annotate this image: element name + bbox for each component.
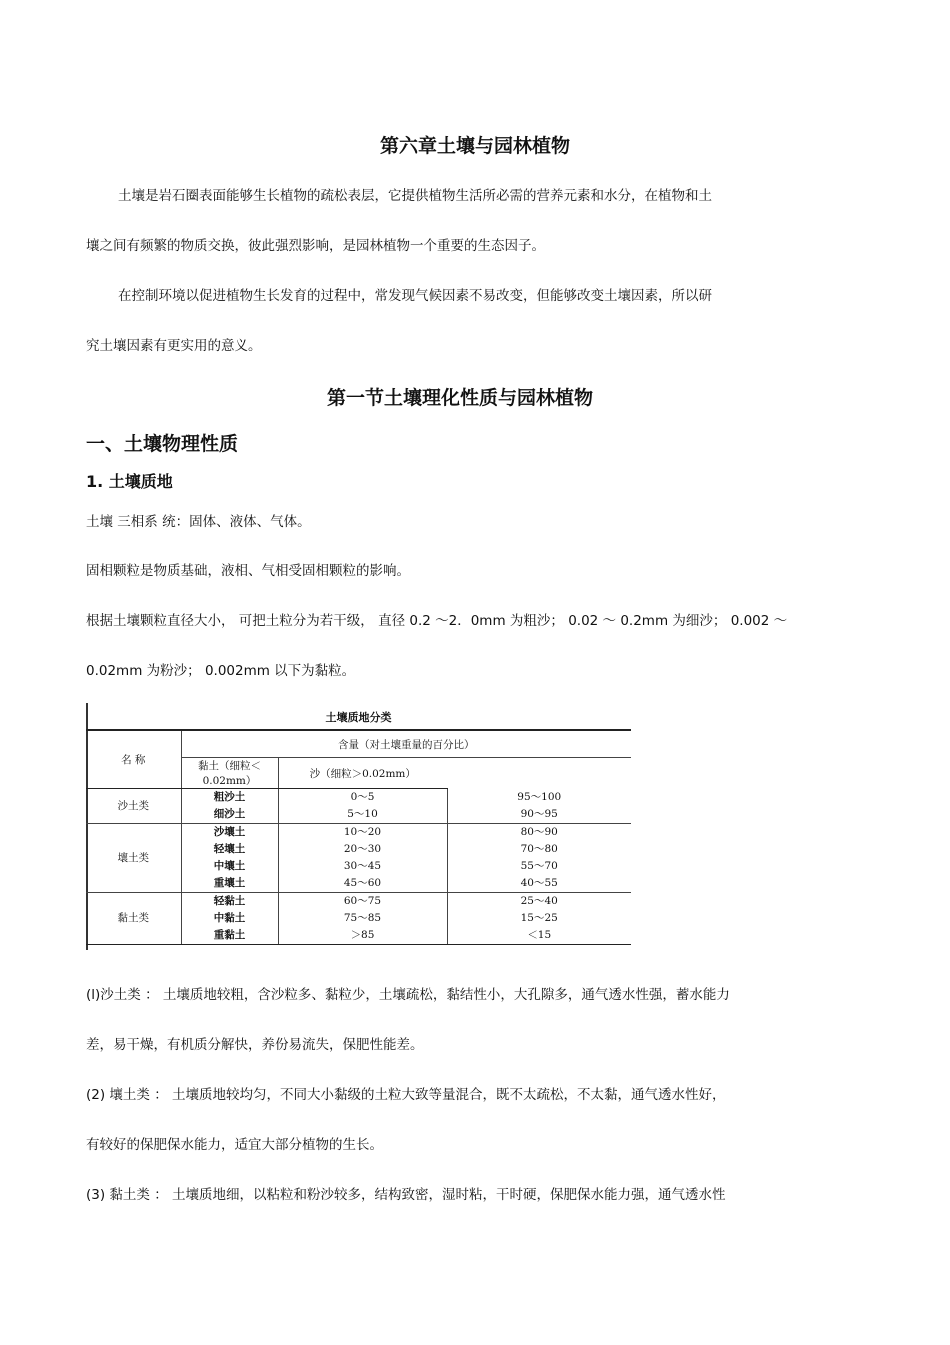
table-row: [86, 893, 631, 911]
table-row: [86, 824, 631, 842]
table-name-cell: 重壤土: [181, 875, 278, 893]
table-sand-cell: 15～25: [520, 912, 558, 924]
body-line-4: 0.02mm 为粉沙； 0.002mm 以下为黏粒。: [86, 663, 356, 679]
table-name-cell: 中黏土: [181, 910, 278, 927]
subsection-heading: 一、土壤物理性质: [86, 433, 239, 455]
soil-texture-table: [86, 729, 631, 945]
table-sand-cell: 40～55: [520, 877, 558, 889]
header-clay: 黏土（细粒＜0.02mm）: [181, 758, 278, 789]
header-content: 含量（对土壤重量的百分比）: [181, 730, 631, 758]
body-line-2: 固相颗粒是物质基础，液相、气相受固相颗粒的影响。: [86, 563, 410, 579]
table-clay-cell: 5～10: [278, 806, 447, 824]
table-category-cell: 沙土类: [86, 789, 181, 824]
table-clay-cell: 30～45: [278, 858, 447, 875]
table-name-cell: 粗沙土: [181, 789, 278, 807]
table-sand-cell: 90～95: [520, 808, 558, 820]
body-line-1: 土壤 三相系 统：固体、液体、气体。: [86, 514, 311, 530]
body-line-3: 根据土壤颗粒直径大小， 可把土粒分为若干级， 直径 0.2 ～2．0mm 为粗沙； 0.02 ～ 0.2mm 为细沙； 0.002 ～: [86, 613, 788, 629]
table-name-cell: 重黏土: [181, 927, 278, 945]
table-clay-cell: 45～60: [278, 875, 447, 893]
intro-paragraph-2-line-2: 究土壤因素有更实用的意义。: [86, 338, 262, 354]
subsubsection-heading: 1. 土壤质地: [86, 472, 173, 491]
table-name-cell: 轻壤土: [181, 841, 278, 858]
description-sand-line-2: 差，易干燥，有机质分解快，养份易流失，保肥性能差。: [86, 1037, 424, 1053]
description-sand-line-1: (l)沙土类 ： 土壤质地较粗，含沙粒多、黏粒少，土壤疏松，黏结性小，大孔隙多，通气透水性强，蓄水能力: [86, 987, 730, 1003]
table-category-cell: 壤土类: [86, 824, 181, 893]
intro-paragraph-2-line-1: 在控制环境以促进植物生长发育的过程中，常发现气候因素不易改变，但能够改变土壤因素，所以研: [118, 288, 712, 304]
section-title: 第一节土壤理化性质与园林植物: [326, 387, 593, 409]
table-sand-cell: ＜15: [447, 927, 631, 945]
table-clay-cell: ＞85: [278, 927, 447, 945]
table-sand-cell: 55～70: [520, 860, 558, 872]
table-clay-cell: 75～85: [278, 910, 447, 927]
table-clay-cell: 60～75: [278, 893, 447, 911]
table-sand-cell: 95～100: [517, 790, 562, 803]
chapter-title: 第六章土壤与园林植物: [379, 135, 570, 157]
intro-paragraph-1-line-2: 壤之间有频繁的物质交换，彼此强烈影响，是园林植物一个重要的生态因子。: [86, 238, 545, 254]
intro-paragraph-1-line-1: 土壤是岩石圈表面能够生长植物的疏松表层，它提供植物生活所必需的营养元素和水分，在植物和土: [118, 188, 712, 204]
table-sand-cell: 80～90: [447, 824, 631, 842]
header-name: 名 称: [86, 730, 181, 789]
table-clay-cell: 0～5: [278, 789, 447, 807]
table-category-cell: 黏土类: [86, 893, 181, 945]
table-clay-cell: 10～20: [278, 824, 447, 842]
header-sand: 沙（细粒＞0.02mm）: [278, 758, 447, 789]
table-name-cell: 轻黏土: [181, 893, 278, 911]
table-name-cell: 中壤土: [181, 858, 278, 875]
table-clay-cell: 20～30: [278, 841, 447, 858]
table-title: 土壤质地分类: [325, 711, 392, 724]
table-row: [86, 789, 631, 807]
table-name-cell: 沙壤土: [181, 824, 278, 842]
table-name-cell: 细沙土: [181, 806, 278, 824]
description-loam-line-2: 有较好的保肥保水能力，适宜大部分植物的生长。: [86, 1137, 383, 1153]
description-loam-line-1: (2) 壤土类 ： 土壤质地较均匀，不同大小黏级的土粒大致等量混合，既不太疏松，不太黏，通气透水性好，: [86, 1087, 726, 1103]
description-clay-line-1: (3) 黏土类 ： 土壤质地细，以粘粒和粉沙较多，结构致密，湿时粘，干时硬，保肥保水能力强，通气透水性: [86, 1187, 726, 1203]
table-sand-cell: 25～40: [447, 893, 631, 911]
table-sand-cell: 70～80: [520, 843, 558, 855]
